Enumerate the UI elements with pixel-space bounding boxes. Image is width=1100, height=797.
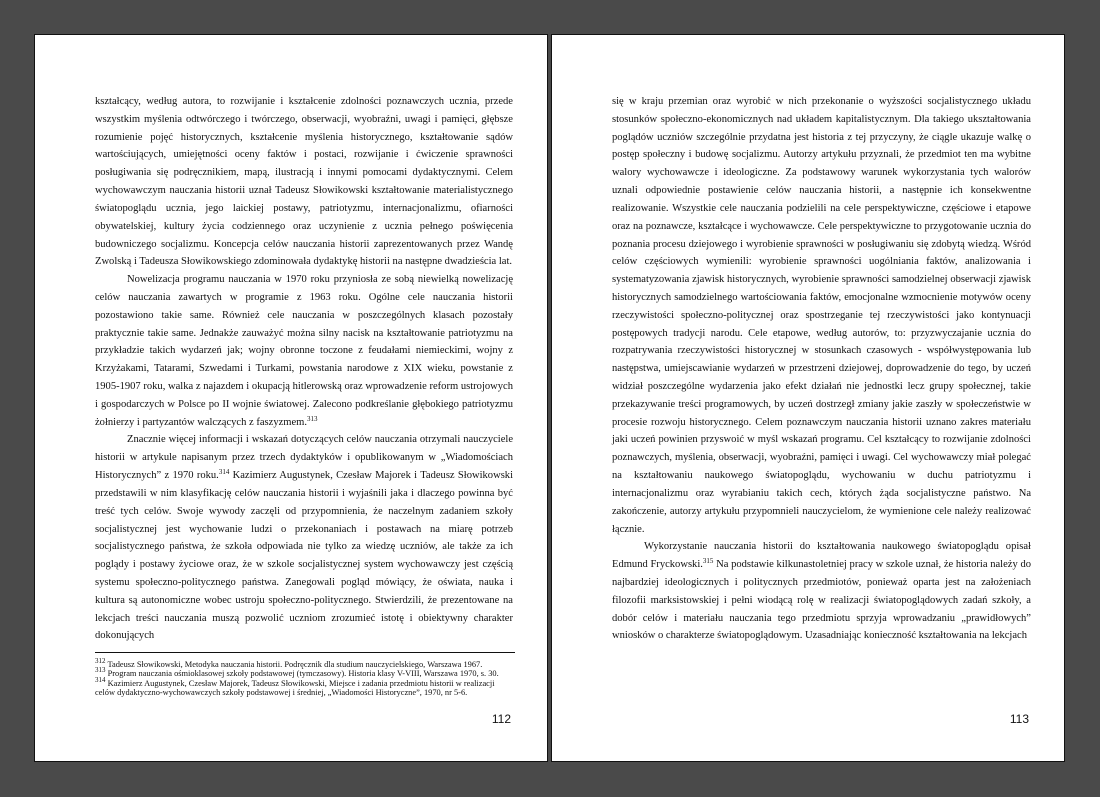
paragraph-text: Na podstawie kilkunastoletniej pracy w szkole uznał, że historia należy do najbardziej ideologicznych i politycznych przedmiotów, ponieważ oparta jest na założeniach filozofii marksistowskiej i pełni wiodącą rolę w realizacji światopoglądowych zadań szkoły, a dobór celów i materiału nauczania tego przedmiotu sprzyja wprowadzaniu „prawidłowych” wniosków o charakterze światopoglądowym. Uzasadniając konieczność kształtowania na lekcjach [612, 559, 1031, 642]
footnote-text: Program nauczania ośmioklasowej szkoły podstawowej (tymczasowy). Historia klasy V-VIII, Warszawa 1970, s. 30. [105, 669, 499, 679]
paragraph-text: Nowelizacja programu nauczania w 1970 roku przyniosła ze sobą niewielką nowelizację celów nauczania zawartych w programie z 1963 roku. Ogólne cele nauczania historii pozostawiono takie same. Również cele nauczania w poszczególnych klasach pozostały praktycznie takie same. Jednakże zauważyć można silny nacisk na kształtowanie patriotyzmu na przykładzie takich wydarzeń jak; wojny obronne toczone z feudałami niemieckimi, wojny z Krzyżakami, Tatarami, Szwedami i Turkami, powstania narodowe z XIX wieku, powstanie z 1905-1907 roku, walka z najazdem i okupacją hitlerowską oraz wprowadzenie reform ustrojowych i gospodarczych w Polsce po II wojnie światowej. Zalecono podkreślanie głębokiego patriotyzmu żołnierzy i partyzantów walczących z faszyzmem. [95, 274, 513, 428]
footnote-number: 313 [95, 666, 106, 675]
footnote [95, 657, 515, 669]
paragraph-text: Kazimierz Augustynek, Czesław Majorek i Tadeusz Słowikowski przedstawili w nim klasyfikację celów nauczania historii i wyjaśnili jaka i dlaczego powinna być treść tych celów. Swoje wywody zaczęli od przypomnienia, że naczelnym zadaniem szkoły socjalistycznej jest wychowanie ludzi o przekonaniach i postawach na miarę potrzeb socjalistycznego państwa, że szkoła odpowiada nie tylko za wiedzę uczniów, ale także za ich poglądy i postawy życiowe oraz, że w szkole socjalistycznej system wychowawczy jest częścią systemu społeczno-politycznego państwa. Zanegowali pogląd mówiący, że oświata, nauka i kultura są autonomiczne wobec ustroju społeczno-politycznego. Stwierdzili, że prezentowane na lekcjach treści nauczania muszą pozwolić uczniom zrozumieć istotę i obiektywny charakter dokonujących [95, 470, 513, 642]
paragraph: kształcący, według autora, to rozwijanie i kształcenie zdolności poznawczych ucznia, przede wszystkim myślenia odtwórczego i twórczego, obserwacji, wyobraźni, uwagi i pamięci, głębsze rozumienie pojęć historycznych, kształcenie myślenia historycznego, kształtowanie sądów wartościujących, umiejętności oceny faktów i postaci, rozwijanie i ćwiczenie sprawności posługiwania się podręcznikiem, mapą, ilustracją i innymi pomocami dydaktycznymi. Celem wychowawczym nauczania historii uznał Tadeusz Słowikowski kształtowanie materialistycznego światopoglądu ucznia, jego laickiej postawy, patriotyzmu, internacjonalizmu, ofiarności obywatelskiej, kultury życia codziennego oraz uczynienie z ucznia pełnego poświęcenia budowniczego socjalizmu. Koncepcja celów nauczania historii zaprezentowanych przez Wandę Zwolską i Tadeusza Słowikowskiego zdominowała dydaktykę historii na następne dwadzieścia lat. [95, 96, 513, 268]
right-page [551, 34, 1065, 762]
page-number: 113 [1009, 712, 1029, 726]
footnote [95, 666, 515, 679]
left-page [34, 34, 548, 762]
left-page-body [95, 93, 513, 645]
footnote-number: 312 [95, 657, 106, 665]
footnote-text: Tadeusz Słowikowski, Metodyka nauczania historii. Podręcznik dla studium nauczycielskiego, Warszawa 1967. [105, 660, 483, 669]
paragraph [95, 271, 513, 431]
paragraph [95, 431, 513, 645]
paragraph [612, 538, 1031, 645]
paragraph: się w kraju przemian oraz wyrobić w nich przekonanie o wyższości socjalistycznego układu stosunków społeczno-ekonomicznych nad układem kapitalistycznym. Dla takiego ukształtowania poglądów uczniów szczególnie przydatna jest historia z tej przyczyny, że ciągle ukazuje walkę o postęp społeczny i budowę socjalizmu. Autorzy artykułu przyznali, że przedmiot ten ma wybitne walory wychowawcze i ideologiczne. Za podstawowy warunek wykorzystania tych walorów uznali odpowiednie postawienie celów nauczania historii, a następnie ich konsekwentne realizowanie. Wszystkie cele nauczania podzielili na cele perspektywiczne, częściowe i etapowe oraz na poznawcze, kształcące i wychowawcze. Cele perspektywiczne to przygotowanie ucznia do poznania procesu dziejowego i wyrobienie sprawności w posługiwaniu się zdobytą wiedzą. Wśród celów częściowych wymienili: wyrobienie sprawności uogólniania faktów, analizowania i systematyzowania zjawisk historycznych, wyrobienie sprawności samodzielnej obserwacji zjawisk historycznych samodzielnego wartościowania faktów, emocjonalne wzmocnienie motywów oceny rzeczywistości społeczno-politycznej oraz spostrzeganie tej rzeczywistości jako kontynuacji postępowych tradycji narodu. Cele etapowe, według autorów, to: przyzwyczajanie ucznia do rozpatrywania rzeczywistości historycznej w stosunkach czasowych - współwystępowania lub następstwa, umiejscawianie wydarzeń w przestrzeni dziejowej, doprowadzenie do tego, by uczeń widział poszczególne wydarzenia jako efekt działań nie jednostki lecz grupy społecznej, takie przekazywanie treści programowych, by uczeń dostrzegł zmiany jakie zaszły w społeczeństwie w procesie rozwoju historycznego. Celem poznawczym nauczania historii uznano zakres materiału jaki uczeń powinien przyswoić w myśl wskazań programu. Cel kształcący to rozwijanie zdolności poznawczych, myślenia, obserwacji, wyobraźni, pamięci i uwagi. Cel wychowawczy miał polegać na kształtowaniu naukowego światopoglądu, wychowaniu w duchu patriotyzmu i internacjonalizmu oraz wyrabianiu takich cech, których żąda socjalistyczne państwo. Na zakończenie, autorzy artykułu przypomnieli nauczycielom, że wymienione cele należy realizować łącznie. [612, 96, 1031, 535]
footnote-separator [95, 652, 515, 653]
footnote-ref[interactable]: 315 [702, 557, 714, 566]
right-page-body [612, 93, 1031, 645]
footnote [95, 675, 515, 698]
footnotes [95, 657, 515, 697]
footnote-number: 314 [95, 675, 106, 684]
page-number: 112 [491, 712, 511, 726]
footnote-ref[interactable]: 313 [307, 414, 318, 423]
paragraph-text: Znacznie więcej informacji i wskazań dotyczących celów nauczania otrzymali nauczyciele historii w artykule napisanym przez trzech dydaktyków i opublikowanym w „Wiadomościach Historycznych” z 1970 roku. [95, 434, 513, 482]
footnote-text: Kazimierz Augustynek, Czesław Majorek, Tadeusz Słowikowski, Miejsce i zadania przedmiotu historii w realizacji celów dydaktyczno-wychowawczych szkoły podstawowej i średniej, „Wiadomości Historyczne”, 1970, nr 5-6. [95, 678, 495, 697]
footnote-ref[interactable]: 314 [218, 468, 230, 477]
paragraph-text: Wykorzystanie nauczania historii do kształtowania naukowego światopoglądu opisał Edmund Fryckowski. [612, 541, 1031, 571]
